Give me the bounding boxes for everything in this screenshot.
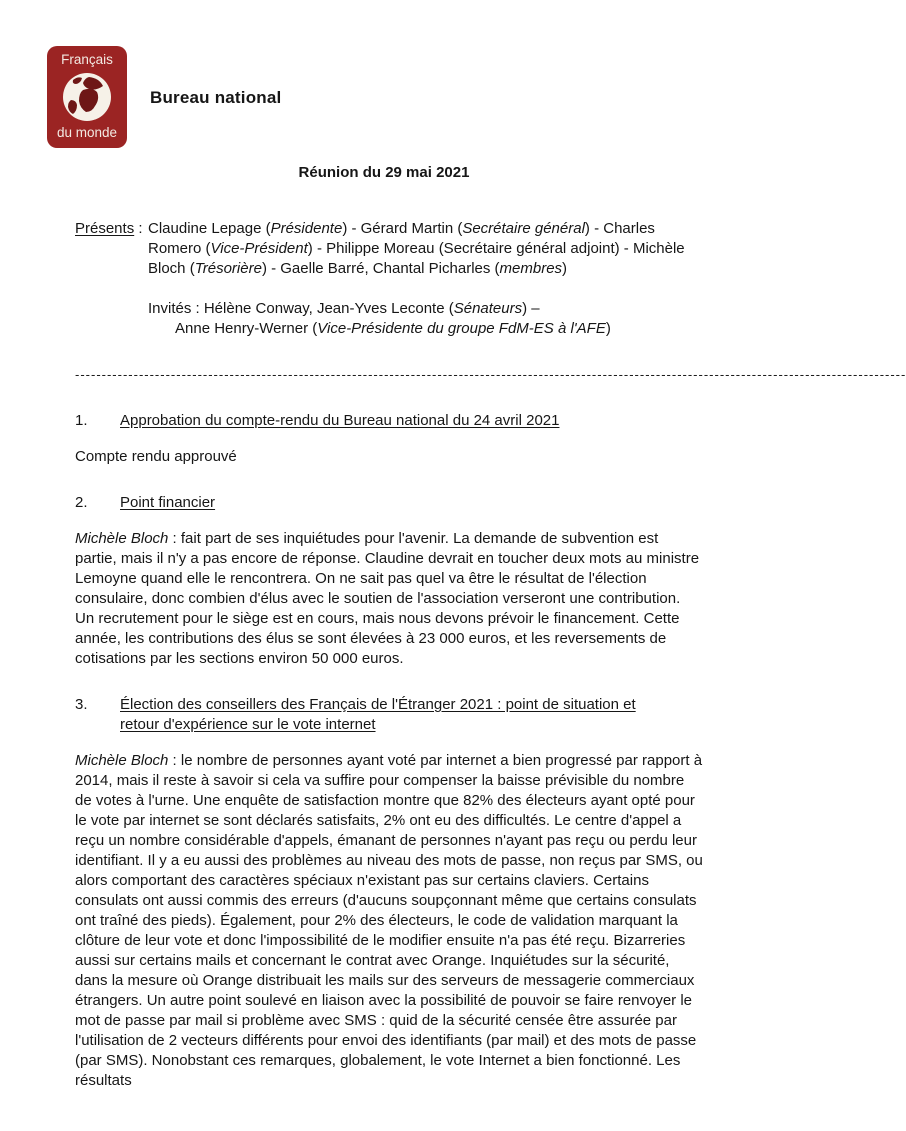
attendance-block — [75, 219, 703, 279]
section-number: 1. — [75, 412, 88, 429]
presents-colon: : — [134, 220, 143, 237]
section-heading-text: Approbation du compte-rendu du Bureau national du 24 avril 2021 — [120, 412, 560, 429]
invitees-line-2: Anne Henry-Werner (Vice-Présidente du groupe FdM-ES à l'AFE) — [175, 320, 611, 337]
section-paragraph: Michèle Bloch : le nombre de personnes ayant voté par internet a bien progressé par rapport à 2014, mais il reste à savoir si cela va suffire pour compenser la baisse prévisible du nombre de votes à l'urne. Une enquête de satisfaction montre que 82% des électeurs ayant opté pour le vote par internet se sont déclarés satisfaits, 2% ont eu des difficultés. Le centre d'appel a reçu un nombre considérable d'appels, émanant de personnes n'ayant pas reçu ou perdu leur identifiant. Il y a eu aussi des problèmes au niveau des mots de passe, non reçus par SMS, ou alors comportant des caractères spéciaux n'existant pas sur certains claviers. Certains consulats ont aussi commis des erreurs (d'aucuns soupçonnant même que certains consulats ont traîné des pieds). Également, pour 2% des électeurs, le code de validation marquant la clôture de leur vote et donc l'impossibilité de le modifier ensuite n'a pas été reçu. Bizarreries aussi sur certains mails et concernant le contrat avec Orange. Inquiétudes sur la sécurité, dans la mesure où Orange distribuait les mails sur des serveurs de messagerie commerciaux étrangers. Un autre point soulevé en liaison avec la possibilité de pouvoir se faire renvoyer le mot de passe par mail si problème avec SMS : quid de la sécurité censée être assurée par l'utilisation de 2 vecteurs différents pour envoi des identifiants (par mail) et des mots de passe (par SMS). Nonobstant ces remarques, globalement, le vote Internet a bien fonctionné. Les résultats — [75, 752, 703, 1089]
logo-text-top: Français — [61, 52, 113, 67]
section-number: 3. — [75, 696, 88, 713]
section-2-heading-row — [75, 493, 703, 513]
document-body — [0, 219, 906, 1131]
section-number: 2. — [75, 494, 88, 511]
section-1-heading-row — [75, 411, 703, 431]
globe-icon — [60, 70, 114, 124]
document-header — [0, 0, 768, 148]
section-2 — [75, 493, 703, 669]
section-3-heading-row — [75, 695, 703, 735]
presents-label-text: Présents — [75, 220, 135, 237]
logo-text-bottom: du monde — [56, 125, 118, 140]
dashed-divider: ------------------------------------------------------------------------------------------------------------------------------------------------------------ — [75, 367, 906, 382]
section-heading-text: Élection des conseillers des Français de l'Étranger 2021 : point de situation et retour d'expérience sur le vote internet — [120, 696, 636, 733]
section-paragraph: Compte rendu approuvé — [75, 448, 237, 465]
organization-logo — [47, 46, 127, 148]
section-paragraph: Michèle Bloch : fait part de ses inquiétudes pour l'avenir. La demande de subvention est partie, mais il n'y a pas encore de réponse. Claudine devrait en toucher deux mots au ministre Lemoyne quand elle le rencontrera. On ne sait pas quel va être le résultat de l'élection consulaire, donc combien d'élus avec le soutien de l'association verseront une contribution. Un recrutement pour le siège est en cours, mais nous devons prévoir le financement. Cette année, les contributions des élus se sont élevées à 23 000 euros, et les reversements de cotisations par les sections environ 50 000 euros. — [75, 530, 700, 667]
presents-list: Claudine Lepage (Présidente) - Gérard Martin (Secrétaire général) - Charles Romero (Vice-Président) - Philippe Moreau (Secrétaire général adjoint) - Michèle Bloch (Trésorière) - Gaelle Barré, Chantal Picharles (membres) — [148, 220, 685, 277]
invitees-block — [148, 299, 703, 339]
meeting-title: Réunion du 29 mai 2021 — [298, 164, 470, 181]
section-1 — [75, 411, 703, 467]
presents-label — [75, 219, 148, 279]
section-heading-text: Point financier — [120, 494, 216, 511]
document-title: Bureau national — [150, 88, 282, 107]
invitees-line-1: Invités : Hélène Conway, Jean-Yves Leconte (Sénateurs) – — [148, 300, 540, 317]
section-3 — [75, 695, 703, 1091]
